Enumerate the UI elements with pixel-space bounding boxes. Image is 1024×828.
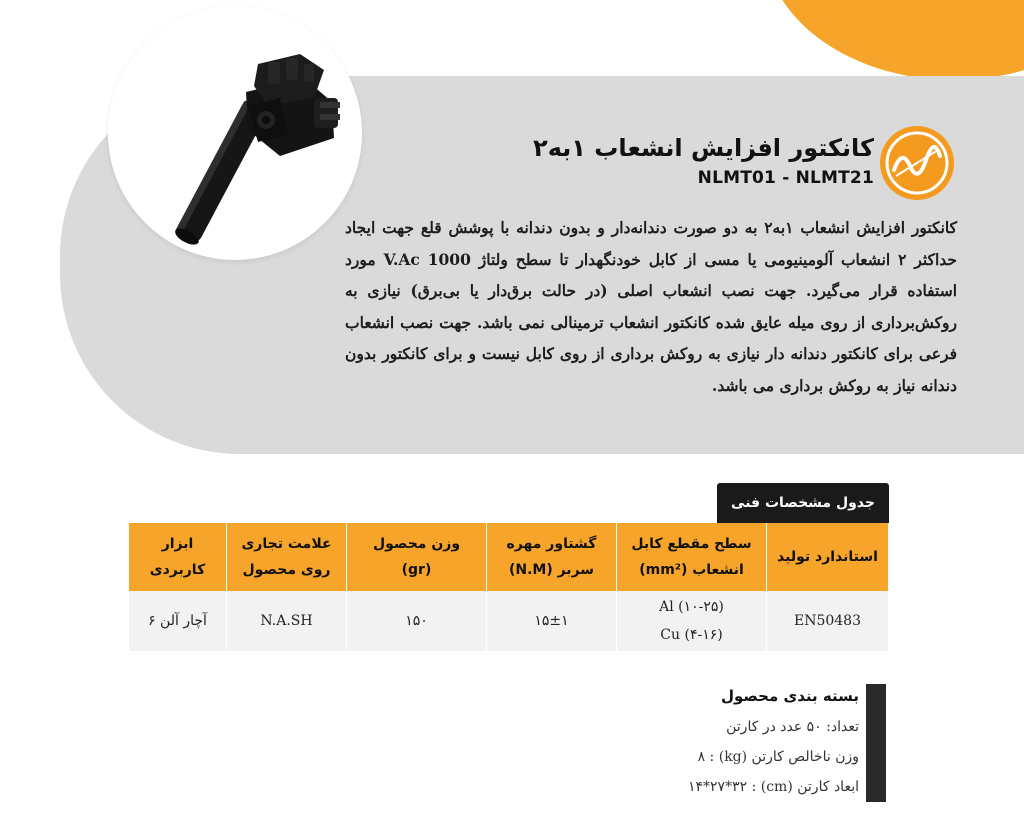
product-title: کانکتور افزایش انشعاب ۱به۲ bbox=[533, 134, 874, 162]
spec-table bbox=[128, 523, 889, 651]
brand-logo bbox=[880, 126, 954, 200]
product-description: کانکتور افزایش انشعاب ۱به۲ به دو صورت دندانه‌دار و بدون دندانه با پوشش قلع جهت ایجاد حداکثر ۲ انشعاب آلومینیومی یا مسی از کابل خودنگهدار تا سطح ولتاژ 1000 V.Ac مورد استفاده قرار می‌گیرد. جهت نصب انشعاب اصلی (در حالت برق‌دار یا بی‌برق) نیازی به روکش‌برداری از روی میله عایق شده کانکتور انشعاب ترمینالی نمی باشد. جهت نصب انشعاب فرعی برای کانکتور دندانه دار نیازی به روکش برداری از روی کابل نیست و برای کانکتور بدون دندانه نیاز به روکش برداری می باشد. bbox=[345, 218, 958, 395]
packaging-count: تعداد: ۵۰ عدد در کارتن bbox=[726, 719, 859, 735]
header-brand: علامت تجاری روی محصول bbox=[227, 523, 347, 591]
orange-corner-decoration bbox=[764, 0, 1024, 80]
header-tool: ابزار کاربردی bbox=[129, 523, 227, 591]
header-torque: گشتاور مهره سربر (N.M) bbox=[487, 523, 617, 591]
cell-tool: آچار آلن ۶ bbox=[129, 591, 227, 651]
header-cable-section: سطح مقطع کابل انشعاب (mm²) bbox=[617, 523, 767, 591]
packaging-dimensions: ابعاد کارتن (cm) : ۱۴*۲۷*۳۲ bbox=[688, 779, 859, 795]
cell-weight: ۱۵۰ bbox=[347, 591, 487, 651]
cell-standard: EN50483 bbox=[767, 591, 889, 651]
packaging-section bbox=[688, 684, 859, 802]
cell-torque: ۱۵±۱ bbox=[487, 591, 617, 651]
header-standard: استاندارد تولید bbox=[767, 523, 889, 591]
product-photo bbox=[108, 6, 362, 260]
table-row bbox=[129, 591, 889, 651]
packaging-weight: وزن ناخالص کارتن (kg) : ۸ bbox=[697, 749, 859, 765]
spec-header-row bbox=[129, 523, 889, 591]
connector-image bbox=[108, 6, 362, 260]
cell-cable-section: Al (۱۰-۲۵) Cu (۴-۱۶) bbox=[617, 591, 767, 651]
spec-table-tab: جدول مشخصات فنی bbox=[717, 483, 889, 523]
product-model-codes: NLMT01 - NLMT21 bbox=[697, 168, 874, 188]
brand-logo-icon bbox=[880, 126, 954, 200]
packaging-accent-bar bbox=[866, 684, 886, 802]
header-weight: وزن محصول (gr) bbox=[347, 523, 487, 591]
packaging-title: بسته بندی محصول bbox=[720, 687, 859, 705]
cell-brand: N.A.SH bbox=[227, 591, 347, 651]
